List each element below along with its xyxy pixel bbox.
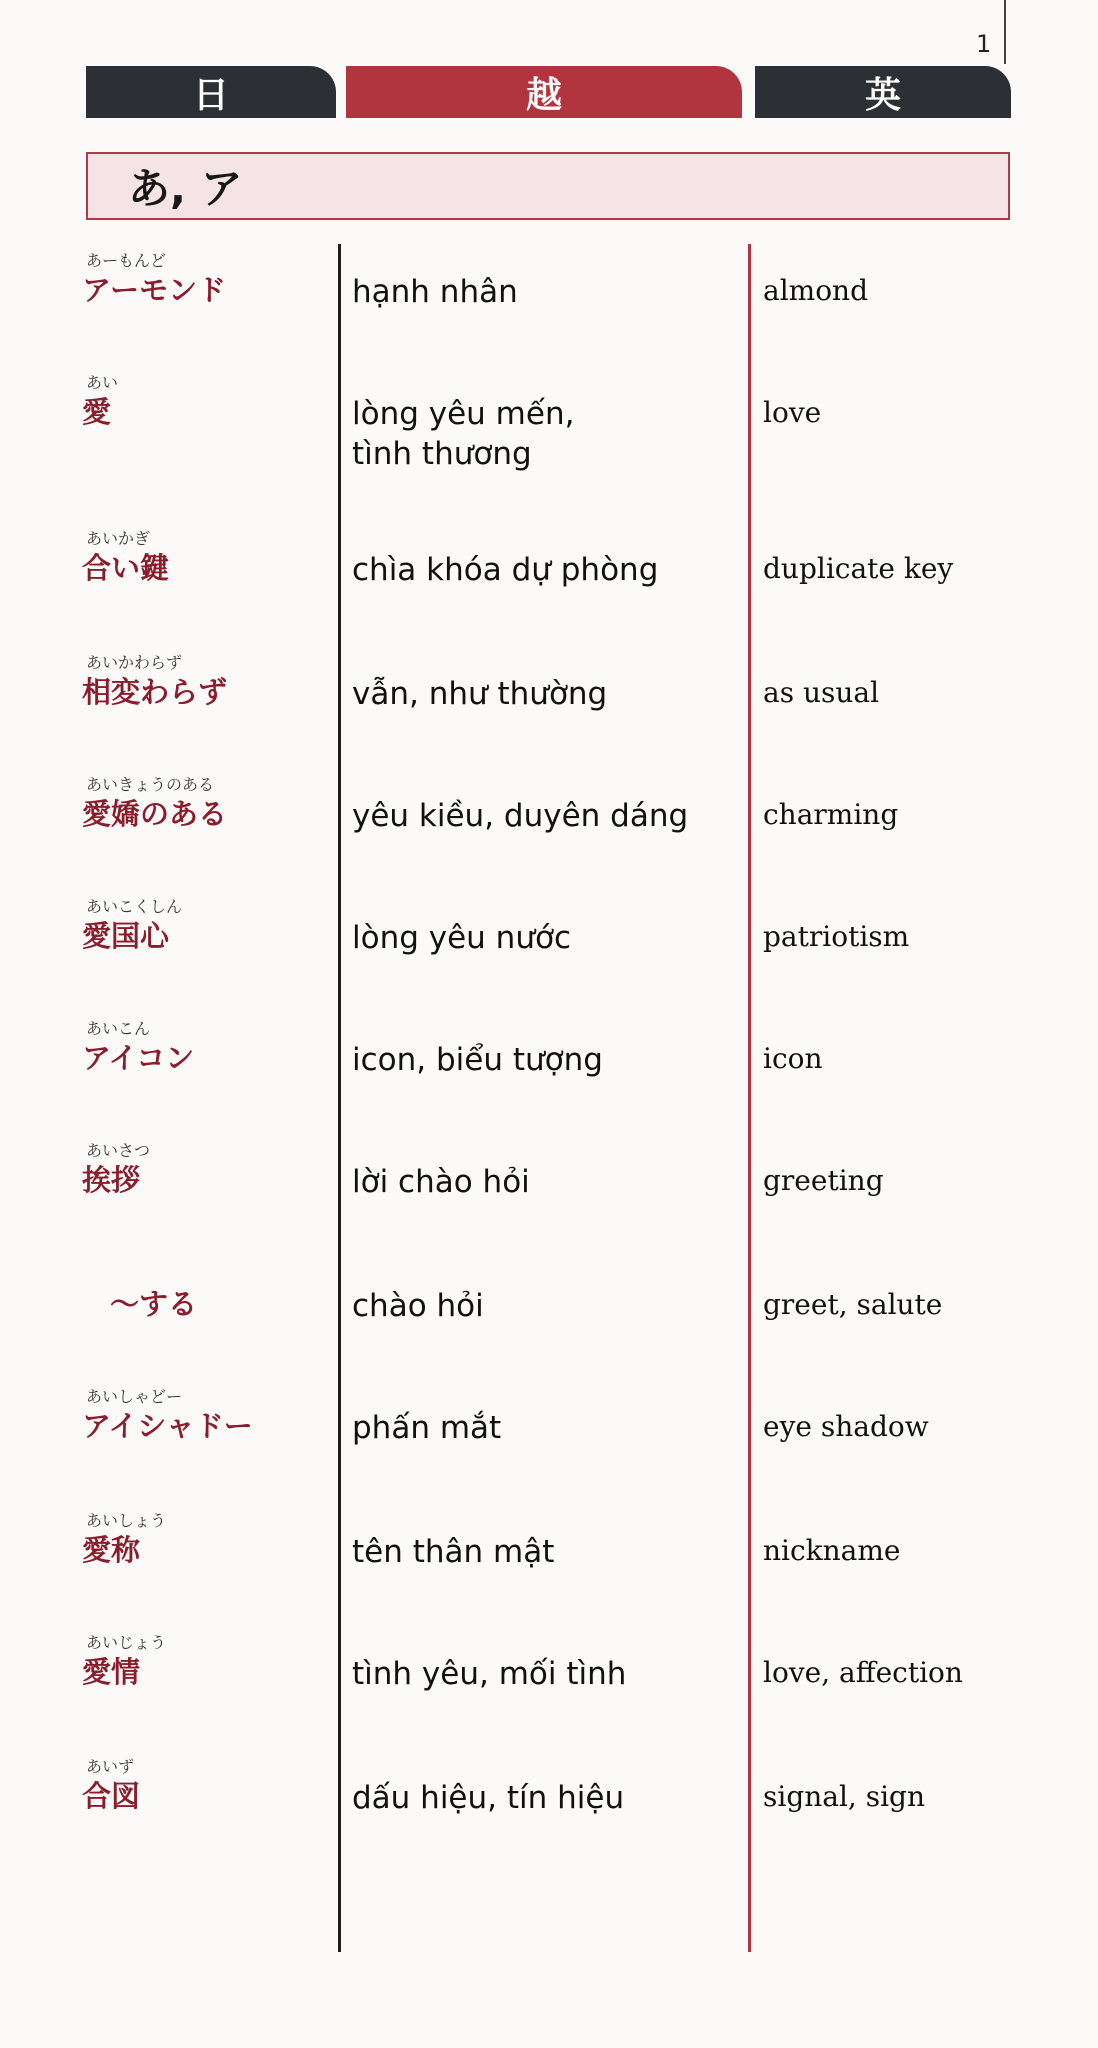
dictionary-entry xyxy=(0,1754,1098,1876)
dictionary-entry xyxy=(0,1630,1098,1752)
tab-japanese: 日 xyxy=(86,66,336,118)
entry-vietnamese xyxy=(352,272,518,312)
entry-word: 挨拶 xyxy=(82,1163,141,1197)
entry-vietnamese-line1: tình yêu, mối tình xyxy=(352,1656,627,1692)
page-number: 1 xyxy=(976,30,992,58)
entry-word: 愛嬌のある xyxy=(82,797,228,831)
dictionary-entry xyxy=(0,370,1098,492)
entry-vietnamese-line2: tình thương xyxy=(352,436,532,472)
entry-vietnamese-line1: phấn mắt xyxy=(352,1410,502,1446)
entry-english: as usual xyxy=(763,676,880,709)
tab-english: 英 xyxy=(755,66,1011,118)
entry-english: greet, salute xyxy=(763,1288,943,1321)
entry-vietnamese xyxy=(352,1162,530,1202)
entry-english: nickname xyxy=(763,1534,901,1567)
entry-vietnamese-line1: yêu kiều, duyên dáng xyxy=(352,798,689,834)
dictionary-entry xyxy=(0,1262,1098,1384)
entry-vietnamese xyxy=(352,1408,501,1448)
entry-vietnamese xyxy=(352,550,658,590)
entry-word: アーモンド xyxy=(82,273,227,307)
entry-vietnamese-line1: icon, biểu tượng xyxy=(352,1042,603,1078)
entry-word: 愛 xyxy=(82,395,112,429)
entry-reading: あいしゃどー xyxy=(86,1387,183,1406)
entry-reading: あいこくしん xyxy=(86,897,183,916)
entry-reading: あいきょうのある xyxy=(86,775,215,794)
entry-english: patriotism xyxy=(763,920,910,953)
entry-vietnamese xyxy=(352,674,607,714)
entry-vietnamese-line1: lòng yêu mến, xyxy=(352,396,575,432)
entry-reading: あいさつ xyxy=(86,1141,151,1160)
entry-english: greeting xyxy=(763,1164,884,1197)
entry-reading: あい xyxy=(86,373,119,392)
entry-word: アイコン xyxy=(82,1041,195,1075)
entry-vietnamese xyxy=(352,796,688,836)
entry-english: love xyxy=(763,396,822,429)
entry-vietnamese-line1: hạnh nhân xyxy=(352,274,518,310)
entry-vietnamese-line1: lời chào hỏi xyxy=(352,1164,530,1200)
entry-vietnamese xyxy=(352,394,574,474)
entry-word: 合い鍵 xyxy=(82,551,170,585)
dictionary-entry xyxy=(0,1508,1098,1630)
dictionary-entry xyxy=(0,650,1098,772)
entry-english: signal, sign xyxy=(763,1780,926,1813)
dictionary-entry xyxy=(0,1384,1098,1506)
entry-vietnamese-line1: vẫn, như thường xyxy=(352,676,608,712)
entry-word: 愛情 xyxy=(82,1655,141,1689)
entry-vietnamese xyxy=(352,1532,554,1572)
entry-reading: あいじょう xyxy=(86,1633,167,1652)
dictionary-entry xyxy=(0,526,1098,648)
entry-vietnamese-line1: dấu hiệu, tín hiệu xyxy=(352,1780,625,1816)
tab-vietnamese: 越 xyxy=(346,66,742,118)
entry-english: charming xyxy=(763,798,899,831)
entry-word: アイシャドー xyxy=(82,1409,253,1443)
entry-word: 合図 xyxy=(82,1779,141,1813)
entry-reading: あいかわらず xyxy=(86,653,183,672)
entry-reading: あいず xyxy=(86,1757,135,1776)
dictionary-entry xyxy=(0,772,1098,894)
dictionary-entry xyxy=(0,1016,1098,1138)
entry-english: eye shadow xyxy=(763,1410,929,1443)
entry-english: almond xyxy=(763,274,869,307)
dictionary-entry xyxy=(0,248,1098,370)
entry-word: ～する xyxy=(110,1287,198,1321)
entry-vietnamese xyxy=(352,1778,624,1818)
entry-vietnamese-line1: tên thân mật xyxy=(352,1534,555,1570)
entry-reading: あいしょう xyxy=(86,1511,167,1530)
entry-word: 愛国心 xyxy=(82,919,170,953)
entry-reading: あいかぎ xyxy=(86,529,151,548)
section-title: あ, ア xyxy=(128,164,243,213)
entry-english: icon xyxy=(763,1042,823,1075)
entry-english: love, affection xyxy=(763,1656,963,1689)
entry-vietnamese xyxy=(352,918,571,958)
dictionary-entry xyxy=(0,894,1098,1016)
entry-reading: あーもんど xyxy=(86,251,167,270)
entry-vietnamese-line1: chìa khóa dự phòng xyxy=(352,552,659,588)
entry-word: 愛称 xyxy=(82,1533,141,1567)
section-header xyxy=(86,152,1010,220)
entry-vietnamese-line1: chào hỏi xyxy=(352,1288,484,1324)
entry-english: duplicate key xyxy=(763,552,954,585)
entry-vietnamese xyxy=(352,1286,484,1326)
entry-vietnamese xyxy=(352,1654,626,1694)
entry-reading: あいこん xyxy=(86,1019,151,1038)
page-edge-line xyxy=(1004,0,1006,64)
dictionary-entry xyxy=(0,1138,1098,1260)
entry-word: 相変わらず xyxy=(82,675,228,709)
entry-vietnamese xyxy=(352,1040,603,1080)
entry-vietnamese-line1: lòng yêu nước xyxy=(352,920,571,956)
